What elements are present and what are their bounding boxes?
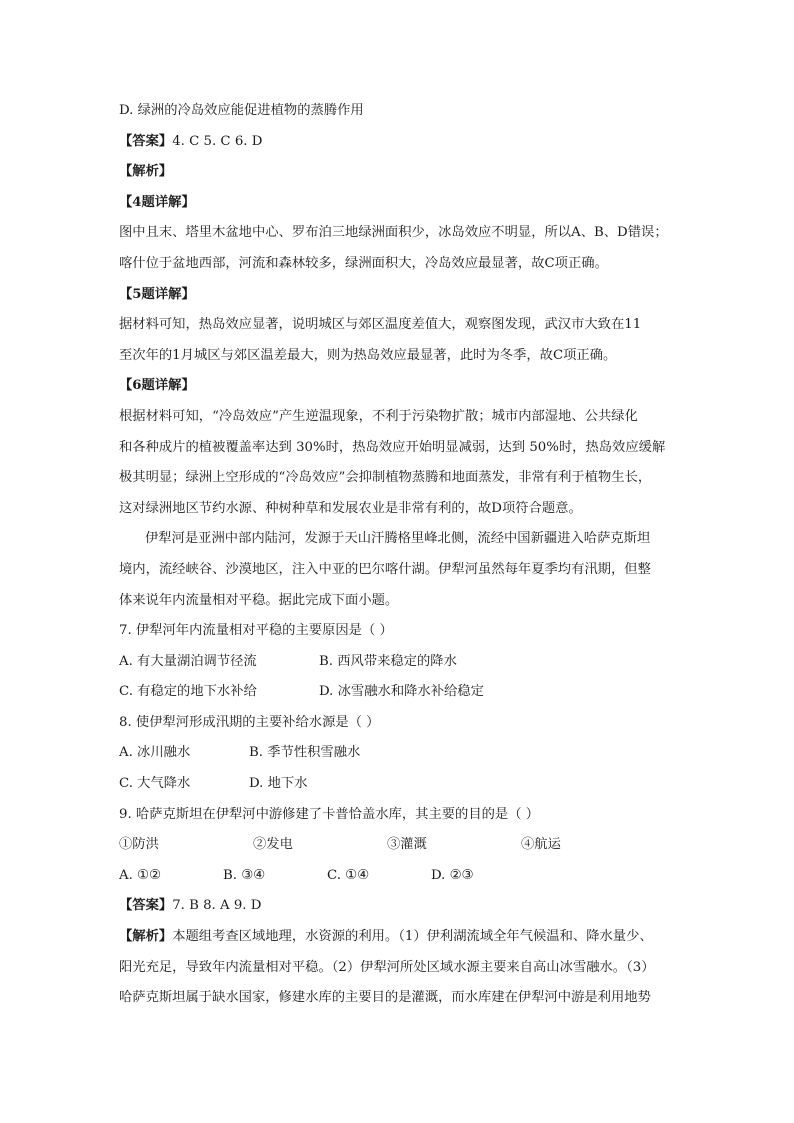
q7-option-d: D. 冰雪融水和降水补给稳定 (319, 684, 484, 700)
q6-detail-line-4: 这对绿洲地区节约水源、种树种草和发展农业是非常有利的，故D项符合题意。 (119, 500, 582, 516)
q7-option-a: A. 有大量湖泊调节径流 (119, 653, 257, 669)
q4-detail-line-1: 图中且末、塔里木盆地中心、罗布泊三地绿洲面积少，冰岛效应不明显，所以A、B、D错误； (119, 225, 668, 241)
answer-values: 4. C 5. C 6. D (172, 133, 263, 149)
q9-options-row (119, 861, 679, 892)
q7-options-row-2 (119, 677, 679, 708)
explanation-line-3: 哈萨克斯坦属于缺水国家，修建水库的主要目的是灌溉，而水库建在伊犁河中游是利用地势 (119, 990, 651, 1006)
q8-option-d: D. 地下水 (249, 776, 308, 792)
q8-options-row-2 (119, 769, 679, 800)
passage-line-1: 伊犁河是亚洲中部内陆河，发源于天山汗腾格里峰北侧，流经中国新疆进入哈萨克斯坦 (145, 531, 651, 547)
q9-option-b: B. ③④ (223, 867, 266, 883)
question-7: 7. 伊犁河年内流量相对平稳的主要原因是（ ） (119, 623, 393, 639)
q8-option-a: A. 冰川融水 (119, 745, 191, 761)
question-9: 9. 哈萨克斯坦在伊犁河中游修建了卡普恰盖水库，其主要的目的是（ ） (119, 806, 540, 822)
passage-line-3: 体来说年内流量相对平稳。据此完成下面小题。 (119, 592, 399, 608)
q8-options-row-1 (119, 738, 679, 769)
q9-statement-1: ①防洪 (119, 837, 159, 853)
q8-option-c: C. 大气降水 (119, 776, 191, 792)
q9-statements-row (119, 830, 679, 861)
q9-statement-3: ③灌溉 (387, 837, 427, 853)
answer-values-2: 7. B 8. A 9. D (172, 898, 262, 914)
q9-statement-4: ④航运 (521, 837, 561, 853)
q4-detail-line-2: 喀什位于盆地西部，河流和森林较多，绿洲面积大，冷岛效应最显著，故C项正确。 (119, 255, 608, 271)
answer-label-2: 【答案】 (119, 898, 173, 914)
q5-detail-line-2: 至次年的1月城区与郊区温差最大，则为热岛效应最显著，此时为冬季，故C项正确。 (119, 347, 617, 363)
passage-line-2: 境内，流经峡谷、沙漠地区，注入中亚的巴尔喀什湖。伊犁河虽然每年夏季均有汛期，但整 (119, 561, 651, 577)
explanation-line-2: 阳光充足，导致年内流量相对平稳。（2）伊犁河所处区域水源主要来自高山冰雪融水。（3） (119, 959, 655, 975)
q6-detail-line-2: 和各种成片的植被覆盖率达到 30%时，热岛效应开始明显减弱，达到 50%时，热岛效应缓解 (119, 439, 666, 455)
q6-detail-heading: 【6题详解】 (119, 378, 195, 394)
answer-line-2 (119, 891, 679, 922)
answer-label: 【答案】 (119, 133, 173, 149)
q7-options-row-1 (119, 647, 679, 678)
explanation-label: 【解析】 (119, 929, 173, 945)
question-8: 8. 使伊犁河形成汛期的主要补给水源是（ ） (119, 714, 380, 730)
q6-detail-line-1: 根据材料可知，“冷岛效应”产生逆温现象，不利于污染物扩散；城市内部湿地、公共绿化 (119, 408, 638, 424)
q6-detail-line-3: 极其明显；绿洲上空形成的“冷岛效应”会抑制植物蒸腾和地面蒸发，非常有利于植物生长， (119, 470, 652, 486)
q5-detail-line-1: 据材料可知，热岛效应显著，说明城区与郊区温度差值大，观察图发现，武汉市大致在11 (119, 317, 642, 333)
explanation-text-1: 本题组考查区域地理，水资源的利用。（1）伊利湖流域全年气候温和、降水量少、 (172, 929, 653, 945)
q7-option-b: B. 西风带来稳定的降水 (319, 653, 457, 669)
q9-option-d: D. ②③ (431, 867, 474, 883)
q9-option-a: A. ①② (119, 867, 161, 883)
answer-line-1 (119, 127, 679, 158)
q8-option-b: B. 季节性积雪融水 (249, 745, 361, 761)
analysis-heading: 【解析】 (119, 164, 173, 180)
q9-option-c: C. ①④ (327, 867, 369, 883)
explanation-line-1 (119, 922, 679, 953)
q4-detail-heading: 【4题详解】 (119, 194, 195, 210)
q7-option-c: C. 有稳定的地下水补给 (119, 684, 257, 700)
q5-detail-heading: 【5题详解】 (119, 286, 195, 302)
q9-statement-2: ②发电 (253, 837, 293, 853)
document-page (119, 96, 679, 1014)
option-d-line: D. 绿洲的冷岛效应能促进植物的蒸腾作用 (119, 103, 364, 118)
